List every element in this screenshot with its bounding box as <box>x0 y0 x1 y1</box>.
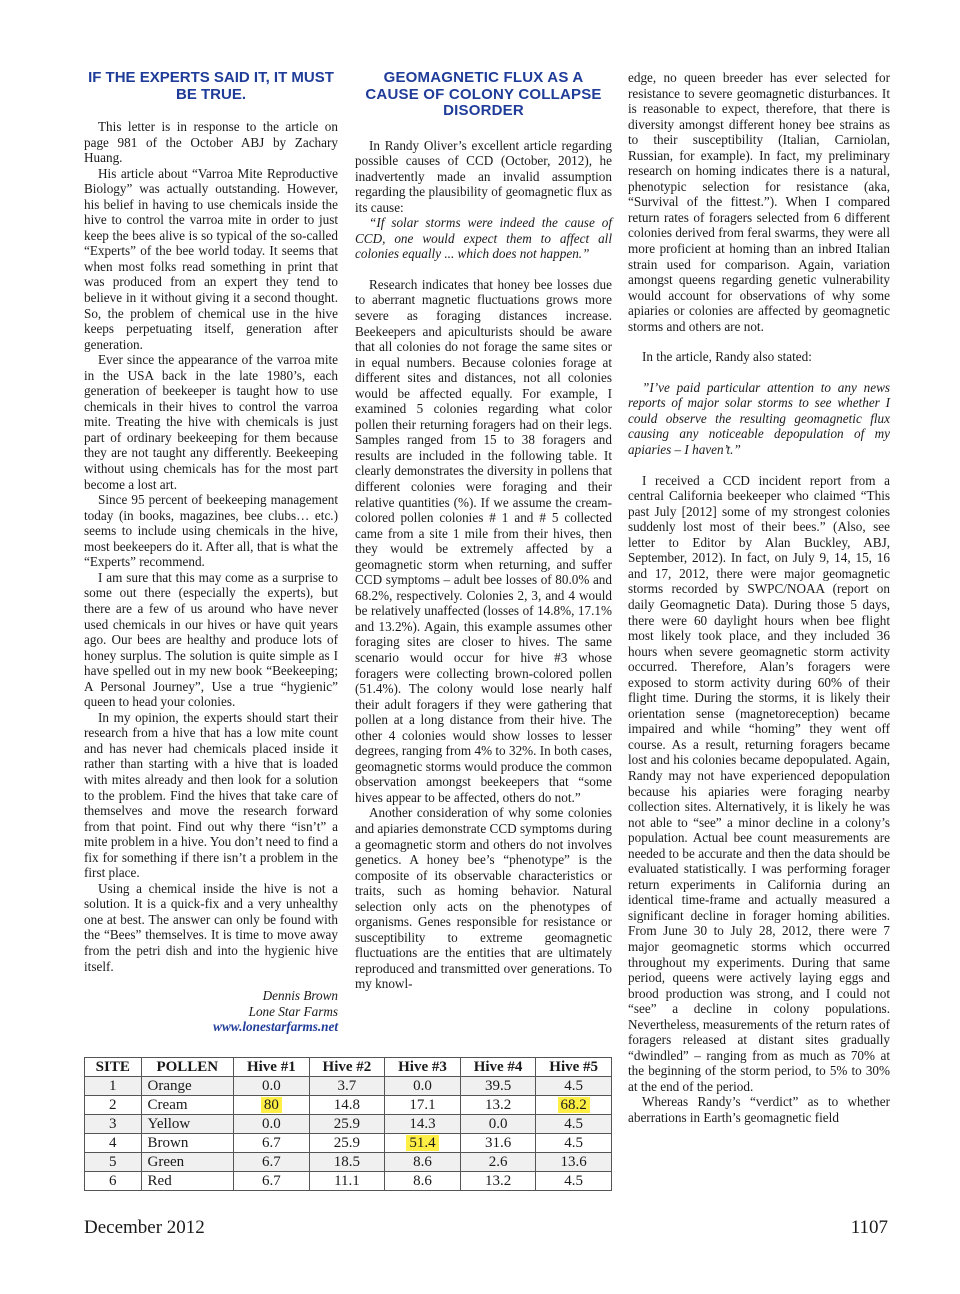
header-site: SITE <box>85 1058 142 1077</box>
paragraph: Research indicates that honey bee losses due to aberrant magnetic fluctuations grows more severe as foraging distances increase. Beekeepers and apiculturists should be aware that all colonies do not forage the same sites or in equal numbers. Because colonies forage at different sites and distances, not all colonies would be affected equally. For example, I examined 5 colonies regarding what color pollen their returning foragers had on their legs. Samples ranged from 15 to 38 foragers and results are included in the following table. It clearly demonstrates the diversity in pollens that different colonies were foraging and their relative quantities (%). If we assume the cream-colored pollen colonies # 1 and # 5 collected came from a site 1 mile from their hives, then they would be extremely affected by a geomagnetic storm when returning, and suffer CCD symptoms – adult bee losses of 80.0% and 68.2%, respectively. Colonies 2, 3, and 4 would be relatively unaffected (losses of 14.8%, 17.1% and 13.2%). Again, this example assumes other foraging sites are closer to hives. The same scenario would occur for hive #3 whose foragers were collecting brown-colored pollen (51.4%). The colony would lose nearly half their adult foragers if they were gathering that pollen at a long distance from their hive. The other 4 colonies would show losses to lesser degrees, ranging from 4% to 32%. In both cases, geomagnetic storms would produce the common observation amongst beekeepers that “some hives appear to be affected, others do not.” <box>355 276 612 805</box>
cell: 4 <box>85 1134 142 1153</box>
cell: 4.5 <box>536 1115 612 1134</box>
table-row <box>85 1096 612 1115</box>
cell: Brown <box>141 1134 234 1153</box>
table-row <box>85 1077 612 1096</box>
issue-date: December 2012 <box>84 1217 205 1238</box>
cell: 18.5 <box>309 1153 385 1172</box>
cell: 0.0 <box>234 1077 310 1096</box>
highlighted-value: 51.4 <box>406 1135 438 1151</box>
cell: 8.6 <box>385 1172 461 1191</box>
paragraph: Since 95 percent of beekeeping management today (in books, magazines, bee clubs… etc.) seems to include using chemicals in the hive, most beekeepers do it. After all, that is what the “Experts” recommend. <box>84 492 338 570</box>
cell: 31.6 <box>460 1134 536 1153</box>
letter-column-3 <box>628 70 890 1126</box>
cell: 25.9 <box>309 1115 385 1134</box>
cell: 25.9 <box>309 1134 385 1153</box>
paragraph: Ever since the appearance of the varroa mite in the USA back in the late 1980’s, each generation of beekeeper is taught how to use chemicals in their hives to control the varroa mite. Treating the hive with chemicals is just part of ordinary beekeeping for them because they are not taught any differently. Beekeeping without using chemicals has for the most part become a lost art. <box>84 352 338 492</box>
quote: ”I’ve paid particular attention to any news reports of major solar storms to see whether I could observe the resulting geomagnetic flux causing any noticeable depopulation of my apiaries – I haven’t.” <box>628 379 890 458</box>
paragraph: Using a chemical inside the hive is not a solution. It is a quick-fix and a very unhealthy one at best. The answer can only be found with the “Bees” themselves. It is time to move away from the petri dish and into the hygienic hive itself. <box>84 880 338 974</box>
cell: 0.0 <box>460 1115 536 1134</box>
table-row <box>85 1153 612 1172</box>
cell <box>536 1096 612 1115</box>
cell: 14.3 <box>385 1115 461 1134</box>
cell: 4.5 <box>536 1077 612 1096</box>
letter-column-2 <box>355 70 612 992</box>
cell: Green <box>141 1153 234 1172</box>
cell: Orange <box>141 1077 234 1096</box>
author-organization: Lone Star Farms <box>248 1003 338 1019</box>
cell <box>234 1096 310 1115</box>
letter-title-experts: IF THE EXPERTS SAID IT, IT MUST BE TRUE. <box>88 69 334 103</box>
cell: 6.7 <box>234 1134 310 1153</box>
cell: 0.0 <box>385 1077 461 1096</box>
signature-block <box>84 988 338 1035</box>
header-pollen: POLLEN <box>141 1058 234 1077</box>
cell: 13.6 <box>536 1153 612 1172</box>
author-name: Dennis Brown <box>262 988 338 1004</box>
paragraph: edge, no queen breeder has ever selected for resistance to severe geomagnetic disturbances. It is reasonable to expect, therefore, that there is diversity amongst different honey bee strains as to their susceptibility (Italian, Carniolan, Russian, for example). In fact, my preliminary research on homing indicates there is a natural, phenotypic selection for resistance (aka, “Survival of the fittest.”). When I compared return rates of foragers selected from 6 different colonies derived from feral swarms, they were all more proficient at homing than an inbred Italian strain used for comparison. Again, variation amongst queens regarding genetic vulnerability would account for observations of why some apiaries or colonies are affected by geomagnetic storms and others are not. <box>628 70 890 334</box>
cell: 17.1 <box>385 1096 461 1115</box>
table-row <box>85 1134 612 1153</box>
header-hive-1: Hive #1 <box>234 1058 310 1077</box>
cell: Cream <box>141 1096 234 1115</box>
table-row <box>85 1115 612 1134</box>
paragraph: Another consideration of why some colonies and apiaries demonstrate CCD symptoms during a geomagnetic storm and others do not involves genetics. A honey bee’s “phenotype” is the composite of its observable characteristics or traits, such as homing behavior. Natural selection only acts on the phenotypes of organisms. Genes responsible for resistance or susceptibility to extreme geomagnetic fluctuations are the entities that are ultimately reproduced and transmitted over generations. To my knowl- <box>355 805 612 992</box>
paragraph: In Randy Oliver’s excellent article regarding possible causes of CCD (October, 2012), he inadvertently made an invalid assumption regarding the plausibility of geomagnetic flux as its cause: <box>355 137 612 215</box>
paragraph: This letter is in response to the article on page 981 of the October ABJ by Zachary Huang. <box>84 119 338 166</box>
table-header-row <box>85 1058 612 1077</box>
author-website-link[interactable]: www.lonestarfarms.net <box>213 1019 338 1035</box>
paragraph: I received a CCD incident report from a central California beekeeper who claimed “This past July [2012] some of my strongest colonies suddenly lost most of their bees.” (Also, see letter to Editor by Alan Buckley, ABJ, September, 2012). In fact, on July 9, 14, 15, 16 and 17, 2012, there were major geomagnetic storms recorded by SWPC/NOAA (report on daily Geomagnetic Data). During those 5 days, there were 60 daylight hours when bee flight most likely took place, and they included 36 hours when severe geomagnetic storm activity occurred. Therefore, Alan’s foragers were exposed to storm activity during 60% of their flight time. During the storms, it is likely their orientation sense (magnetoreception) became impaired and while “homing” they went off course. As a result, returning foragers became lost and his colonies became depopulated. Again, Randy may not have experienced depopulation because his apiaries were foraging nearby collection sites. Alternatively, it is likely he was not able to “see” a minor decline in a colony’s population. Actual bee count measurements are needed to be accurate and then the data should be evaluated statistically. I was performing forager return experiments in California during an identical time-frame and actually measured a significant decline in forager homing abilities. From June 30 to July 28, 2012, there were 7 major geomagnetic storms which occurred throughout my experiments. During that same period, queens were actively laying eggs and brood production was strong, and I could not “see” a decline in colony populations. Nevertheless, measurements of the return rates of foragers released at distant sites gradually “dwindled” – ranging from as much as 70% at the beginning of the storm period, to 5% to 30% at the end of the period. <box>628 472 890 1094</box>
cell: 11.1 <box>309 1172 385 1191</box>
paragraph: His article about “Varroa Mite Reproductive Biology” was actually outstanding. However, his belief in having to use chemicals inside the hive to control the varroa mite in order to just keep the bees alive is so typical of the so-called “Experts” of the bee world today. It seems that when most folks read something in print that was produced from an expert they tend to believe in it without giving it a second thought. So, the problem of chemical use in the hive keeps perpetuating itself, generation after generation. <box>84 165 338 352</box>
cell: 3.7 <box>309 1077 385 1096</box>
cell: 2.6 <box>460 1153 536 1172</box>
letter-title-geomagnetic: GEOMAGNETIC FLUX AS A CAUSE OF COLONY COLLAPSE DISORDER <box>365 69 602 119</box>
cell: Yellow <box>141 1115 234 1134</box>
cell: 13.2 <box>460 1096 536 1115</box>
highlighted-value: 80 <box>261 1097 282 1113</box>
cell: 1 <box>85 1077 142 1096</box>
letter-column-1 <box>84 70 338 1035</box>
cell: 39.5 <box>460 1077 536 1096</box>
cell <box>385 1134 461 1153</box>
cell: 8.6 <box>385 1153 461 1172</box>
paragraph: Whereas Randy’s “verdict” as to whether aberrations in Earth’s geomagnetic field <box>628 1094 890 1125</box>
quote: “If solar storms were indeed the cause of CCD, one would expect them to affect all colonies equally ... which does not happen.” <box>355 215 612 262</box>
highlighted-value: 68.2 <box>558 1097 590 1113</box>
header-hive-2: Hive #2 <box>309 1058 385 1077</box>
cell: 4.5 <box>536 1134 612 1153</box>
page-number: 1107 <box>850 1217 888 1238</box>
cell: 0.0 <box>234 1115 310 1134</box>
cell: 14.8 <box>309 1096 385 1115</box>
cell: 6 <box>85 1172 142 1191</box>
cell: 4.5 <box>536 1172 612 1191</box>
header-hive-5: Hive #5 <box>536 1058 612 1077</box>
cell: 6.7 <box>234 1153 310 1172</box>
cell: 6.7 <box>234 1172 310 1191</box>
pollen-table <box>84 1057 612 1191</box>
table-row <box>85 1172 612 1191</box>
paragraph: I am sure that this may come as a surprise to some out there (especially the experts), but there are a few of us around who have never used chemicals in our hives or have quit years ago. Our bees are healthy and produce lots of honey surplus. The solution is quite simple as I have spelled out in my new book “Beekeeping; A Personal Journey”, Use a true “hygienic” queen to head your colonies. <box>84 569 338 710</box>
header-hive-4: Hive #4 <box>460 1058 536 1077</box>
cell: 2 <box>85 1096 142 1115</box>
cell: 3 <box>85 1115 142 1134</box>
header-hive-3: Hive #3 <box>385 1058 461 1077</box>
cell: Red <box>141 1172 234 1191</box>
cell: 13.2 <box>460 1172 536 1191</box>
paragraph: In my opinion, the experts should start their research from a hive that has a low mite count and has never had chemicals placed inside it rather than starting with a hive that is loaded with mites already and then look for a solution to the problem. Find the hives that take care of themselves and move the research forward from that point. Find out why there “isn’t” a mite problem in a hive. You don’t need to find a fix for something if there isn’t a problem in the first place. <box>84 709 338 881</box>
paragraph: In the article, Randy also stated: <box>642 349 812 365</box>
cell: 5 <box>85 1153 142 1172</box>
